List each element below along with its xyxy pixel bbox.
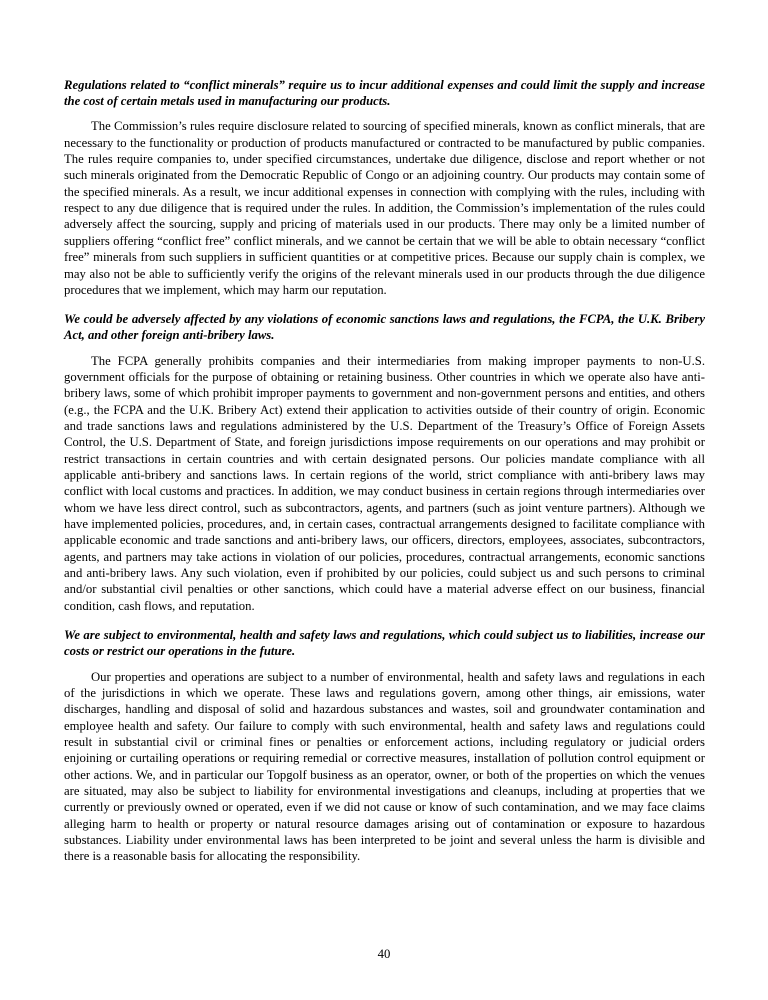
- risk-factor-paragraph: The Commission’s rules require disclosure related to sourcing of specified minerals, known as conflict minerals, that are necessary to the functionality or production of products manufactured or contracted to be manufactured by public companies. The rules require companies to, under specified circumstances, undertake due diligence, disclose and report whether or not such minerals originated from the Democratic Republic of Congo or an adjoining country. Our products may contain some of the specified minerals. As a result, we incur additional expenses in connection with complying with the rules, including with respect to any due diligence that is required under the rules. In addition, the Commission’s implementation of the rules could adversely affect the sourcing, supply and pricing of materials used in our products. There may only be a limited number of suppliers offering “conflict free” conflict minerals, and we cannot be certain that we will be able to obtain necessary “conflict free” minerals from such suppliers in sufficient quantities or at competitive prices. Because our supply chain is complex, we may also not be able to sufficiently verify the origins of the relevant minerals used in our products through the due diligence procedures that we implement, which may harm our reputation.: [64, 119, 705, 297]
- risk-factor-heading: Regulations related to “conflict minerals” require us to incur additional expenses and could limit the supply and increase the cost of certain metals used in manufacturing our products.: [64, 78, 705, 109]
- risk-factor-paragraph: The FCPA generally prohibits companies and their intermediaries from making improper payments to non-U.S. government officials for the purpose of obtaining or retaining business. Other countries in which we operate also have anti-bribery laws, some of which prohibit improper payments to government and non-government persons and entities, and others (e.g., the FCPA and the U.K. Bribery Act) extend their application to activities outside of their country of origin. Economic and trade sanctions laws and regulations administered by the U.S. Department of the Treasury’s Office of Foreign Assets Control, the U.S. Department of State, and foreign jurisdictions impose requirements on our operations and may prohibit or restrict transactions in certain countries and with certain designated persons. Our policies mandate compliance with all applicable anti-bribery and sanctions laws. In certain regions of the world, strict compliance with anti-bribery laws may conflict with local customs and practices. In addition, we may conduct business in certain regions through intermediaries over whom we have less direct control, such as subcontractors, agents, and partners (such as joint venture partners). Although we have implemented policies, procedures, and, in certain cases, contractual arrangements designed to facilitate compliance with applicable economic and trade sanctions and anti-bribery laws, our officers, directors, employees, associates, subcontractors, agents, and partners may take actions in violation of our policies, procedures, contractual arrangements, economic sanctions and anti-bribery laws. Any such violation, even if prohibited by our policies, could subject us and such persons to criminal and/or substantial civil penalties or other sanctions, which could have a material adverse effect on our business, financial condition, cash flows, and reputation.: [64, 353, 705, 613]
- risk-factor-heading: We could be adversely affected by any violations of economic sanctions laws and regulations, the FCPA, the U.K. Bribery Act, and other foreign anti-bribery laws.: [64, 312, 705, 343]
- page-footer: [0, 947, 768, 962]
- risk-factor-section-sanctions-fcpa: [64, 311, 705, 614]
- risk-factor-section-environmental: [64, 627, 705, 865]
- risk-factor-section-conflict-minerals: [64, 77, 705, 298]
- risk-factor-paragraph: Our properties and operations are subject to a number of environmental, health and safety laws and regulations in each of the jurisdictions in which we operate. These laws and regulations govern, among other things, air emissions, water discharges, handling and disposal of solid and hazardous substances and wastes, soil and groundwater contamination and employee health and safety. Our failure to comply with such environmental, health and safety laws and regulations could result in substantial civil or criminal fines or penalties or enforcement actions, including regulatory or judicial orders enjoining or curtailing operations or requiring remedial or corrective measures, installation of pollution control equipment or other actions. We, and in particular our Topgolf business as an operator, owner, or both of the properties on which the venues are situated, may also be subject to liability for environmental investigations and cleanups, including at properties that we currently or previously owned or operated, even if we did not cause or know of such contamination, and we may face claims alleging harm to health or property or natural resource damages arising out of contamination or exposure to hazardous substances. Liability under environmental laws has been interpreted to be joint and several unless the harm is divisible and there is a reasonable basis for allocating the responsibility.: [64, 669, 705, 864]
- risk-factor-heading: We are subject to environmental, health and safety laws and regulations, which could subject us to liabilities, increase our costs or restrict our operations in the future.: [64, 628, 705, 659]
- page-number: 40: [377, 947, 391, 961]
- page-content: [64, 77, 705, 865]
